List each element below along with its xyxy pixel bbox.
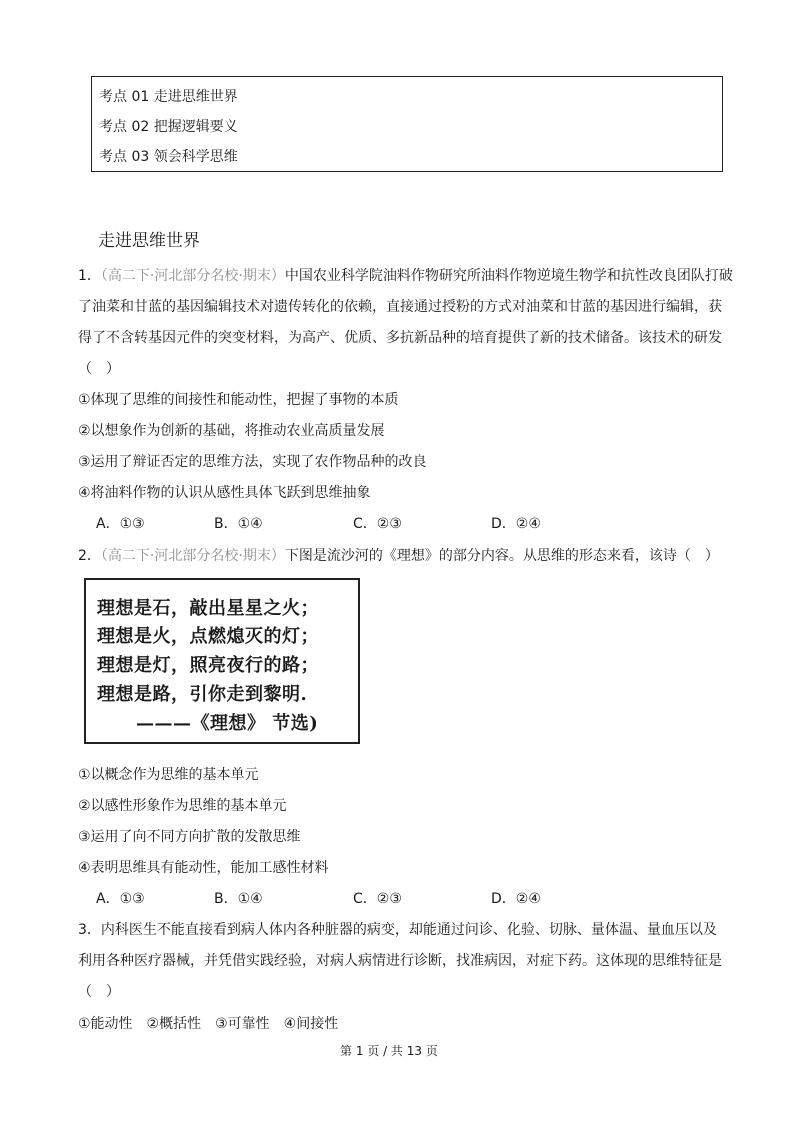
q2-item-1: ①以概念作为思维的基本单元 (78, 767, 259, 783)
q2-item-4: ④表明思维具有能动性，能加工感性材料 (78, 860, 329, 876)
q2-item-2: ②以感性形象作为思维的基本单元 (78, 798, 287, 814)
q3-items: ①能动性 ②概括性 ③可靠性 ④间接性 (78, 1016, 339, 1032)
q3-paren: （ ） (78, 984, 120, 1000)
q1-text-1: 中国农业科学院油料作物研究所油料作物逆境生物学和抗性改良团队打破 (284, 268, 733, 284)
poem-line-2: 理想是火，点燃熄灭的灯； (97, 626, 319, 647)
q2-source: （高二下·河北部分名校·期末） (100, 548, 285, 564)
poem-line-1: 理想是石，敲出星星之火； (97, 598, 319, 619)
poem-line-4: 理想是路，引你走到黎明. (97, 684, 308, 705)
q1-line-2: 了油菜和甘蓝的基因编辑技术对遗传转化的依赖，直接通过授粉的方式对油菜和甘蓝的基因进行编辑，获 (78, 299, 722, 315)
q2-item-3: ③运用了向不同方向扩散的发散思维 (78, 829, 301, 845)
q1-item-2: ②以想象作为创新的基础，将推动农业高质量发展 (78, 423, 385, 439)
q1-option-c[interactable]: C．②③ (353, 516, 402, 532)
q2-option-b[interactable]: B．①④ (214, 891, 263, 907)
q2-option-d[interactable]: D．②④ (491, 891, 541, 907)
q2-option-a[interactable]: A．①③ (96, 891, 145, 907)
q3-line-1: 3．内科医生不能直接看到病人体内各种脏器的病变，却能通过问诊、化验、切脉、量体温、量血压以及 (78, 922, 717, 938)
q1-option-b[interactable]: B．①④ (214, 516, 263, 532)
q1-item-1: ①体现了思维的间接性和能动性，把握了事物的本质 (78, 392, 399, 408)
q1-item-4: ④将油料作物的认识从感性具体飞跃到思维抽象 (78, 485, 371, 501)
poem-attribution: ———《理想》 节选) (136, 713, 319, 734)
q1-option-d[interactable]: D．②④ (491, 516, 541, 532)
q1-line-1 (78, 265, 733, 285)
toc-item-3: 考点 03 领会科学思维 (99, 149, 238, 165)
q2-line-1 (78, 545, 719, 565)
q1-option-a[interactable]: A．①③ (96, 516, 145, 532)
q1-paren: （ ） (78, 361, 120, 377)
toc-box (91, 76, 723, 172)
q1-number: 1． (78, 268, 101, 284)
section-title: 走进思维世界 (98, 231, 200, 251)
toc-item-2: 考点 02 把握逻辑要义 (99, 119, 238, 135)
q2-number: 2． (78, 548, 101, 564)
poem-line-3: 理想是灯，照亮夜行的路； (97, 655, 319, 676)
page-footer: 第 1 页 / 共 13 页 (340, 1044, 438, 1058)
q3-line-2: 利用各种医疗器械，并凭借实践经验，对病人病情进行诊断，找准病因，对症下药。这体现的思维特征是 (78, 953, 722, 969)
q1-source: （高二下·河北部分名校·期末） (100, 268, 285, 284)
toc-item-1: 考点 01 走进思维世界 (99, 89, 238, 105)
q1-line-3: 得了不含转基因元件的突变材料，为高产、优质、多抗新品种的培育提供了新的技术储备。该技术的研发 (78, 330, 722, 346)
q2-option-c[interactable]: C．②③ (353, 891, 402, 907)
poem-image-box (84, 578, 360, 744)
q2-text: 下图是流沙河的《理想》的部分内容。从思维的形态来看，该诗（ ） (284, 548, 719, 564)
q1-item-3: ③运用了辩证否定的思维方法，实现了农作物品种的改良 (78, 454, 427, 470)
